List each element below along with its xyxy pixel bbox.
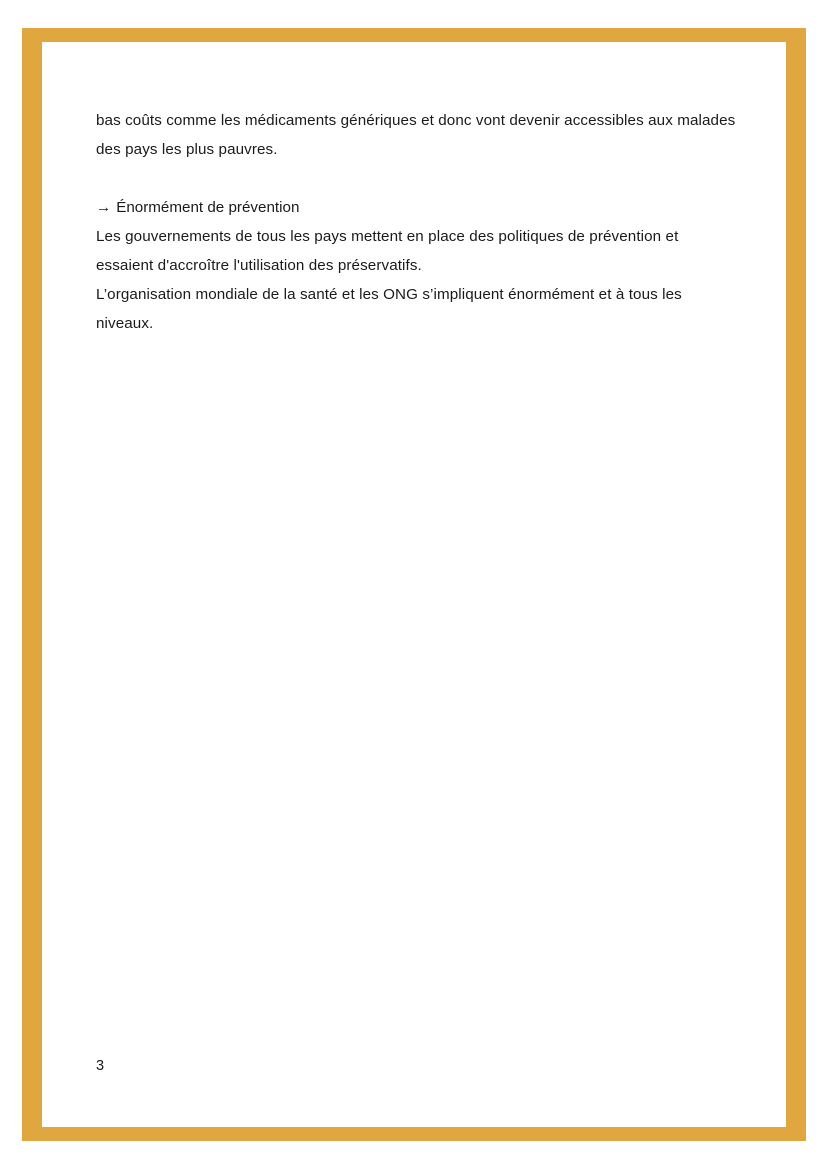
body-paragraph-3: L’organisation mondiale de la santé et les ONG s’impliquent énormément et à tous les niveaux. — [96, 286, 682, 332]
arrow-right-icon: → — [96, 199, 112, 216]
page-content — [96, 106, 738, 338]
page-paper — [42, 42, 786, 1127]
page-number: 3 — [96, 1058, 105, 1074]
paragraph-spacer — [96, 164, 738, 193]
section-heading — [96, 193, 738, 222]
body-paragraph-2: Les gouvernements de tous les pays mettent en place des politiques de prévention et essaient d'accroître l'utilisation des préservatifs. — [96, 228, 679, 274]
page-border-frame — [22, 28, 806, 1141]
body-paragraph-1: bas coûts comme les médicaments génériques et donc vont devenir accessibles aux malades des pays les plus pauvres. — [96, 112, 736, 158]
section-heading-label: Énormément de prévention — [116, 199, 300, 216]
